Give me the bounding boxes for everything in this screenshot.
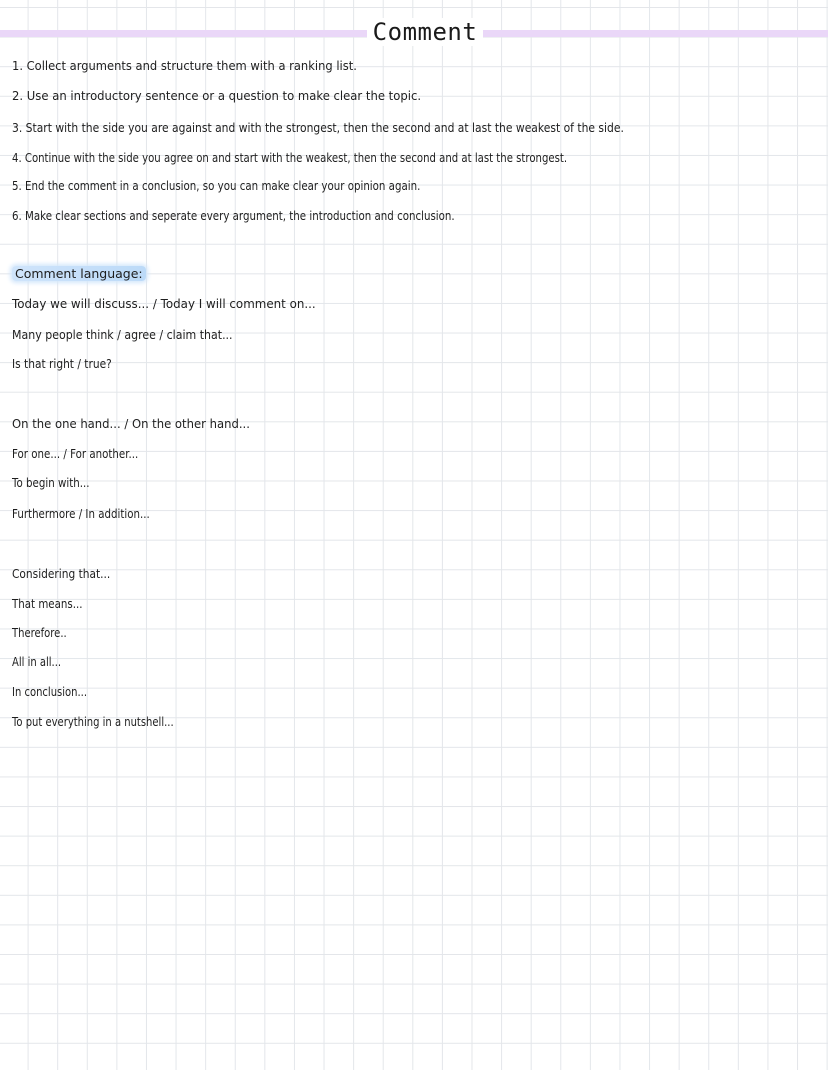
phrase-line: Is that right / true? — [12, 356, 112, 371]
step-3: 3. Start with the side you are against and with the strongest, then the second and at last the weakest of the side. — [12, 120, 624, 135]
step-1: 1. Collect arguments and structure them with a ranking list. — [12, 58, 357, 73]
phrase-line: Therefore.. — [12, 625, 67, 640]
phrase-line: Furthermore / In addition... — [12, 506, 150, 521]
phrase-line: For one... / For another... — [12, 446, 139, 461]
phrase-line: Many people think / agree / claim that... — [12, 327, 233, 342]
phrase-line: To put everything in a nutshell... — [12, 714, 174, 729]
step-6: 6. Make clear sections and seperate every argument, the introduction and conclusion. — [12, 208, 455, 223]
phrase-line: To begin with... — [12, 475, 90, 490]
phrase-line: That means... — [12, 596, 83, 611]
phrase-line: Today we will discuss... / Today I will comment on... — [12, 296, 316, 311]
comment-language-heading — [12, 266, 146, 281]
page-title: Comment — [0, 18, 828, 46]
step-5: 5. End the comment in a conclusion, so you can make clear your opinion again. — [12, 178, 421, 193]
phrase-line: All in all... — [12, 654, 62, 669]
step-2: 2. Use an introductory sentence or a question to make clear the topic. — [12, 88, 422, 103]
phrase-line: On the one hand... / On the other hand... — [12, 416, 250, 431]
phrase-line: In conclusion... — [12, 684, 88, 699]
step-4: 4. Continue with the side you agree on and start with the weakest, then the second and at last the strongest. — [12, 150, 568, 165]
phrase-line: Considering that... — [12, 566, 111, 581]
comment-language-heading-text: Comment language: — [12, 266, 146, 281]
